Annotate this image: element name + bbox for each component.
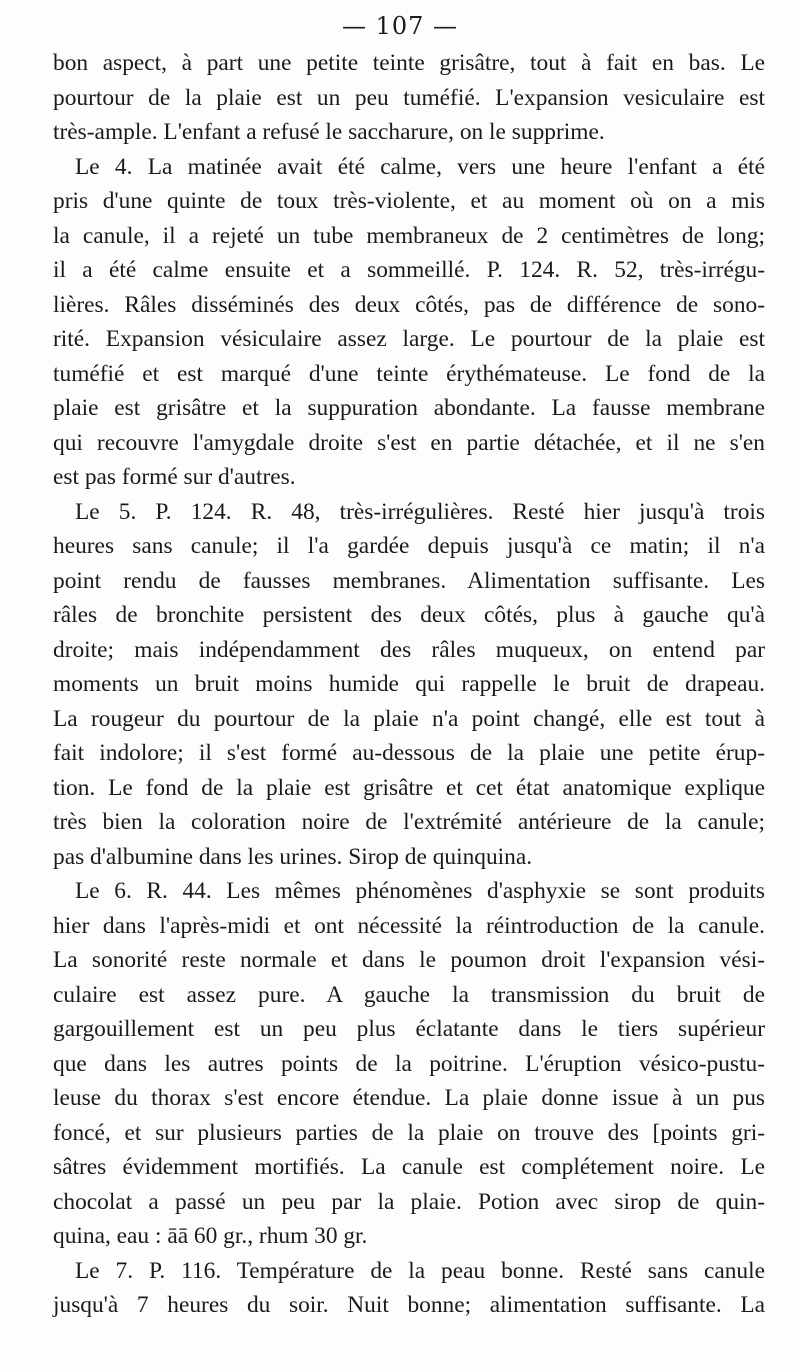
text-line: plaie est grisâtre et la suppuration abondante. La fausse membrane: [53, 395, 765, 421]
text-line: gargouillement est un peu plus éclatante dans le tiers supérieur: [53, 1016, 765, 1042]
text-line: lières. Râles disséminés des deux côtés, pas de différence de sono-: [53, 291, 765, 318]
text-line: tuméfié et est marqué d'une teinte érythémateuse. Le fond de la: [53, 360, 765, 387]
text-line: pourtour de la plaie est un peu tuméfié. L'expansion vesiculaire est: [53, 84, 765, 111]
paragraph: [53, 495, 765, 875]
text-line: chocolat a passé un peu par la plaie. Potion avec sirop de quin-: [53, 1188, 765, 1215]
page-number: — 107 —: [341, 12, 459, 40]
paragraph: [53, 46, 765, 150]
text-line: point rendu de fausses membranes. Alimentation suffisante. Les: [53, 567, 765, 594]
text-line: droite; mais indépendamment des râles muqueux, on entend par: [53, 636, 765, 663]
text-line: moments un bruit moins humide qui rappelle le bruit de drapeau.: [53, 671, 765, 697]
text-line: sâtres évidemment mortifiés. La canule est complétement noire. Le: [53, 1154, 765, 1180]
text-line: que dans les autres points de la poitrine. L'éruption vésico-pustu-: [53, 1050, 765, 1077]
paragraph: [53, 1254, 765, 1323]
text-line: heures sans canule; il l'a gardée depuis jusqu'à ce matin; il n'a: [53, 533, 765, 559]
text-line: la canule, il a rejeté un tube membraneux de 2 centimètres de long;: [53, 222, 765, 249]
text-line: fait indolore; il s'est formé au-dessous de la plaie une petite érup-: [53, 740, 765, 766]
text-line: pris d'une quinte de toux très-violente, et au moment où on a mis: [53, 188, 765, 214]
text-line: est pas formé sur d'autres.: [53, 464, 296, 490]
paragraph: [53, 874, 765, 1254]
text-line: il a été calme ensuite et a sommeillé. P. 124. R. 52, très-irrégu-: [53, 257, 765, 283]
text-line: tion. Le fond de la plaie est grisâtre et cet état anatomique explique: [53, 774, 765, 801]
text-line: La rougeur du pourtour de la plaie n'a point changé, elle est tout à: [53, 705, 765, 732]
text-line: quina, eau : āā 60 gr., rhum 30 gr.: [53, 1223, 368, 1249]
text-line: jusqu'à 7 heures du soir. Nuit bonne; alimentation suffisante. La: [53, 1292, 765, 1318]
text-line: bon aspect, à part une petite teinte grisâtre, tout à fait en bas. Le: [53, 50, 765, 76]
text-line: foncé, et sur plusieurs parties de la plaie on trouve des [points gri-: [53, 1119, 765, 1146]
text-line: culaire est assez pure. A gauche la transmission du bruit de: [53, 981, 765, 1008]
text-line: rité. Expansion vésiculaire assez large. Le pourtour de la plaie est: [53, 326, 765, 352]
text-line: Le 6. R. 44. Les mêmes phénomènes d'asphyxie se sont produits: [75, 878, 765, 904]
text-line: leuse du thorax s'est encore étendue. La plaie donne issue à un pus: [53, 1085, 765, 1111]
text-line: râles de bronchite persistent des deux côtés, plus à gauche qu'à: [53, 602, 765, 628]
text-line: hier dans l'après-midi et ont nécessité la réintroduction de la canule.: [53, 912, 765, 939]
text-line: qui recouvre l'amygdale droite s'est en partie détachée, et il ne s'en: [53, 429, 765, 456]
text-line: pas d'albumine dans les urines. Sirop de quinquina.: [53, 843, 533, 870]
paragraph: [53, 150, 765, 495]
body-text: [53, 46, 765, 1323]
text-line: Le 4. La matinée avait été calme, vers une heure l'enfant a été: [75, 153, 765, 180]
text-line: Le 5. P. 124. R. 48, très-irrégulières. Resté hier jusqu'à trois: [75, 498, 765, 525]
text-line: très bien la coloration noire de l'extrémité antérieure de la canule;: [53, 809, 765, 835]
text-line: Le 7. P. 116. Température de la peau bonne. Resté sans canule: [75, 1257, 765, 1284]
text-line: La sonorité reste normale et dans le poumon droit l'expansion vési-: [53, 947, 765, 973]
text-line: très-ample. L'enfant a refusé le saccharure, on le supprime.: [53, 119, 605, 145]
